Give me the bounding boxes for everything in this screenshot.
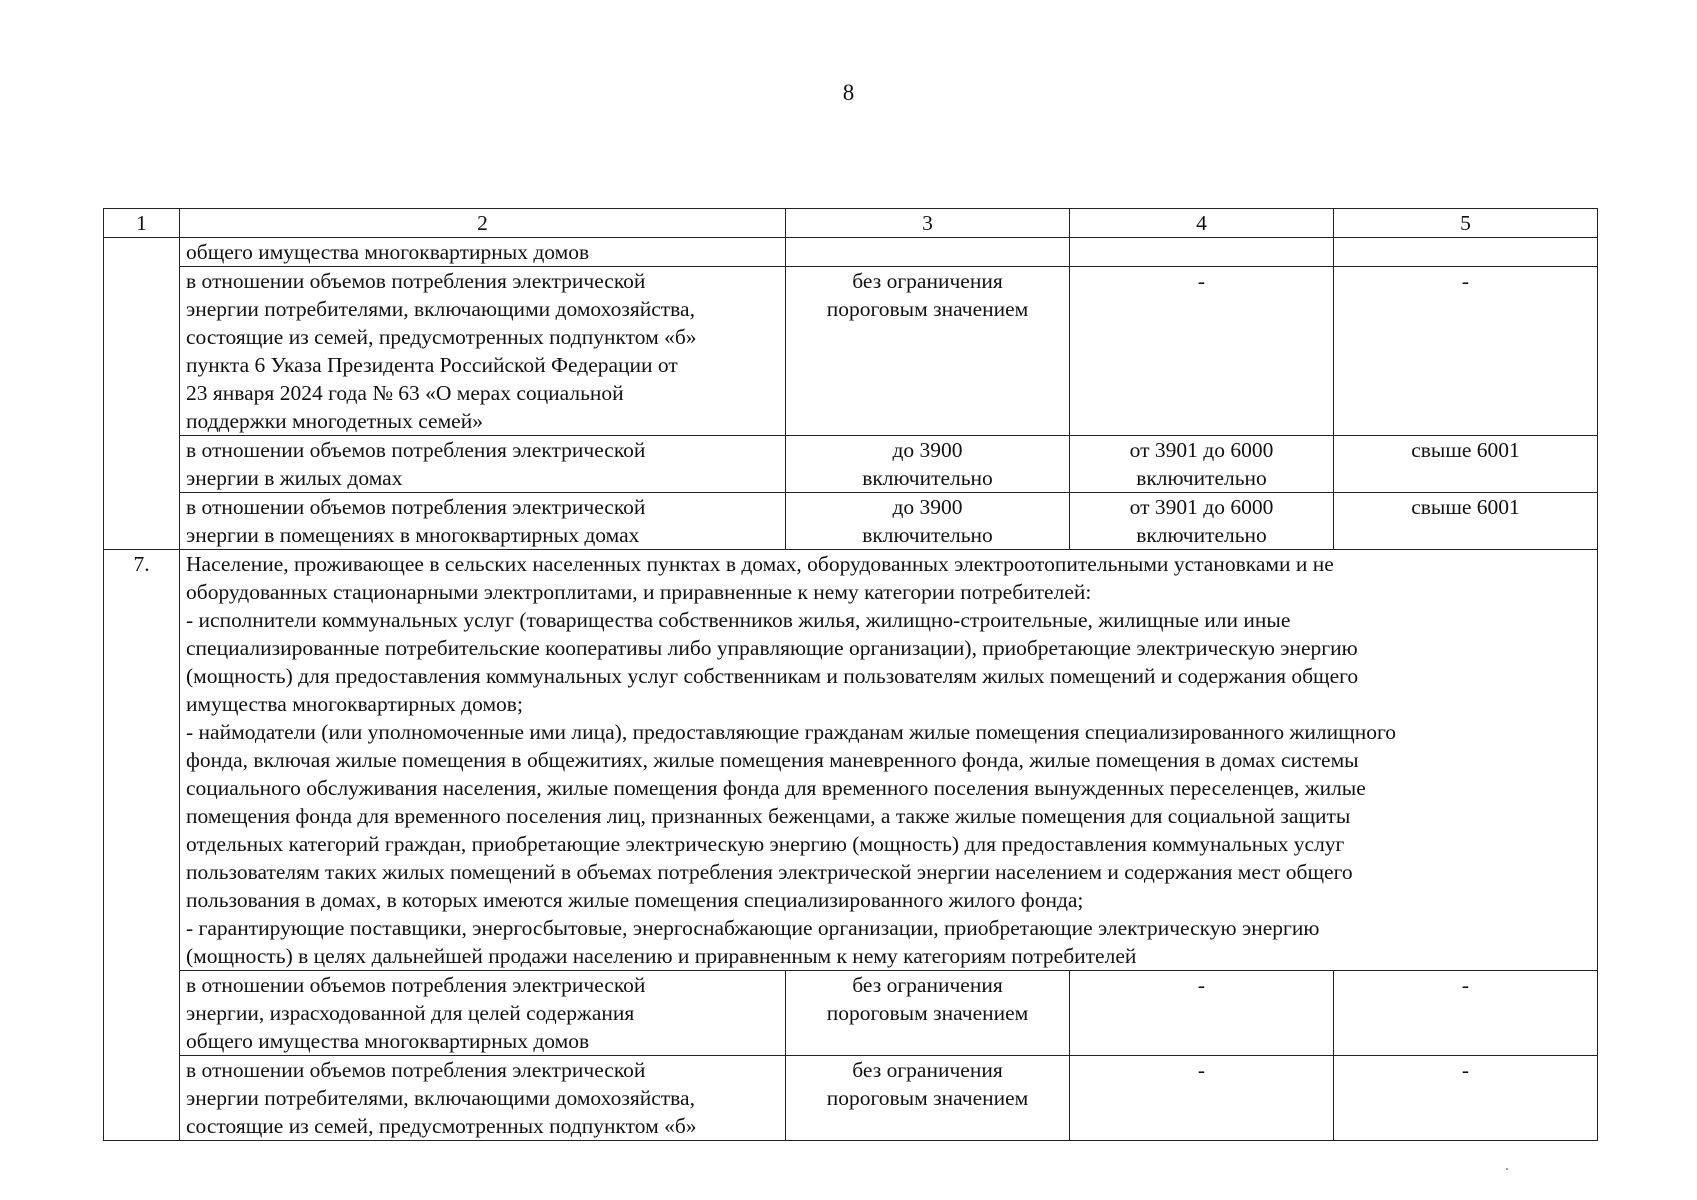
row-col5: -: [1334, 1056, 1598, 1141]
header-col-1: 1: [104, 209, 180, 238]
row-col3: до 3900 включительно: [786, 436, 1070, 493]
row-label: в отношении объемов потребления электрической энергии в жилых домах: [180, 436, 786, 493]
header-col-3: 3: [786, 209, 1070, 238]
row-label: в отношении объемов потребления электрической энергии потребителями, включающими домохозяйства, состоящие из семей, предусмотренных подпунктом «б»: [180, 1056, 786, 1141]
table-row: [104, 238, 1598, 267]
row-col4: -: [1070, 267, 1334, 436]
row-col3: без ограничения пороговым значением: [786, 971, 1070, 1056]
row-col5: -: [1334, 971, 1598, 1056]
table-row: [104, 267, 1598, 436]
row-col5: свыше 6001: [1334, 493, 1598, 550]
row-col5: -: [1334, 267, 1598, 436]
row-label: в отношении объемов потребления электрической энергии в помещениях в многоквартирных домах: [180, 493, 786, 550]
row-col4: -: [1070, 1056, 1334, 1141]
row-col4: -: [1070, 971, 1334, 1056]
row-col4: от 3901 до 6000 включительно: [1070, 436, 1334, 493]
header-col-2: 2: [180, 209, 786, 238]
table-row: [104, 971, 1598, 1056]
table-row: [104, 550, 1598, 971]
table-row: [104, 436, 1598, 493]
row-label: общего имущества многоквартирных домов: [180, 238, 786, 267]
tariff-table: [103, 208, 1598, 1141]
table-row: [104, 1056, 1598, 1141]
row-label: в отношении объемов потребления электрической энергии потребителями, включающими домохозяйства, состоящие из семей, предусмотренных подпунктом «б» пункта 6 Указа Президента Российской Федерации от 23 января 2024 года № 63 «О мерах социальной поддержки многодетных семей»: [180, 267, 786, 436]
row-col3: без ограничения пороговым значением: [786, 267, 1070, 436]
category-description: Население, проживающее в сельских населенных пунктах в домах, оборудованных электроотопительными установками и не оборудованных стационарными электроплитами, и приравненные к нему категории потребителей: - исполнители коммунальных услуг (товарищества собственников жилья, жилищно-строительные, жилищные или иные специализированные потребительские кооперативы либо управляющие организации), приобретающие электрическую энергию (мощность) для предоставления коммунальных услуг собственникам и пользователям жилых помещений и содержания общего имущества многоквартирных домов; - наймодатели (или уполномоченные ими лица), предоставляющие гражданам жилые помещения специализированного жилищного фонда, включая жилые помещения в общежитиях, жилые помещения маневренного фонда, жилые помещения в домах системы социального обслуживания населения, жилые помещения фонда для временного поселения вынужденных переселенцев, жилые помещения фонда для временного поселения лиц, признанных беженцами, а также жилые помещения для социальной защиты отдельных категорий граждан, приобретающие электрическую энергию (мощность) для предоставления коммунальных услуг пользователям таких жилых помещений в объемах потребления электрической энергии населением и содержания мест общего пользования в домах, в которых имеются жилые помещения специализированного жилого фонда; - гарантирующие поставщики, энергосбытовые, энергоснабжающие организации, приобретающие электрическую энергию (мощность) в целях дальнейшей продажи населению и приравненным к нему категориям потребителей: [180, 550, 1598, 971]
row-col3: до 3900 включительно: [786, 493, 1070, 550]
row-number-cell: [104, 238, 180, 550]
row-label: в отношении объемов потребления электрической энергии, израсходованной для целей содержания общего имущества многоквартирных домов: [180, 971, 786, 1056]
row-col3: без ограничения пороговым значением: [786, 1056, 1070, 1141]
header-col-5: 5: [1334, 209, 1598, 238]
row-col5: свыше 6001: [1334, 436, 1598, 493]
row-col4: [1070, 238, 1334, 267]
header-col-4: 4: [1070, 209, 1334, 238]
table-header-row: [104, 209, 1598, 238]
row-number: 7.: [104, 550, 180, 1141]
page-number: 8: [842, 80, 855, 105]
row-col4: от 3901 до 6000 включительно: [1070, 493, 1334, 550]
row-col5: [1334, 238, 1598, 267]
row-col3: [786, 238, 1070, 267]
table-row: [104, 493, 1598, 550]
scan-speck: [1506, 1168, 1508, 1170]
